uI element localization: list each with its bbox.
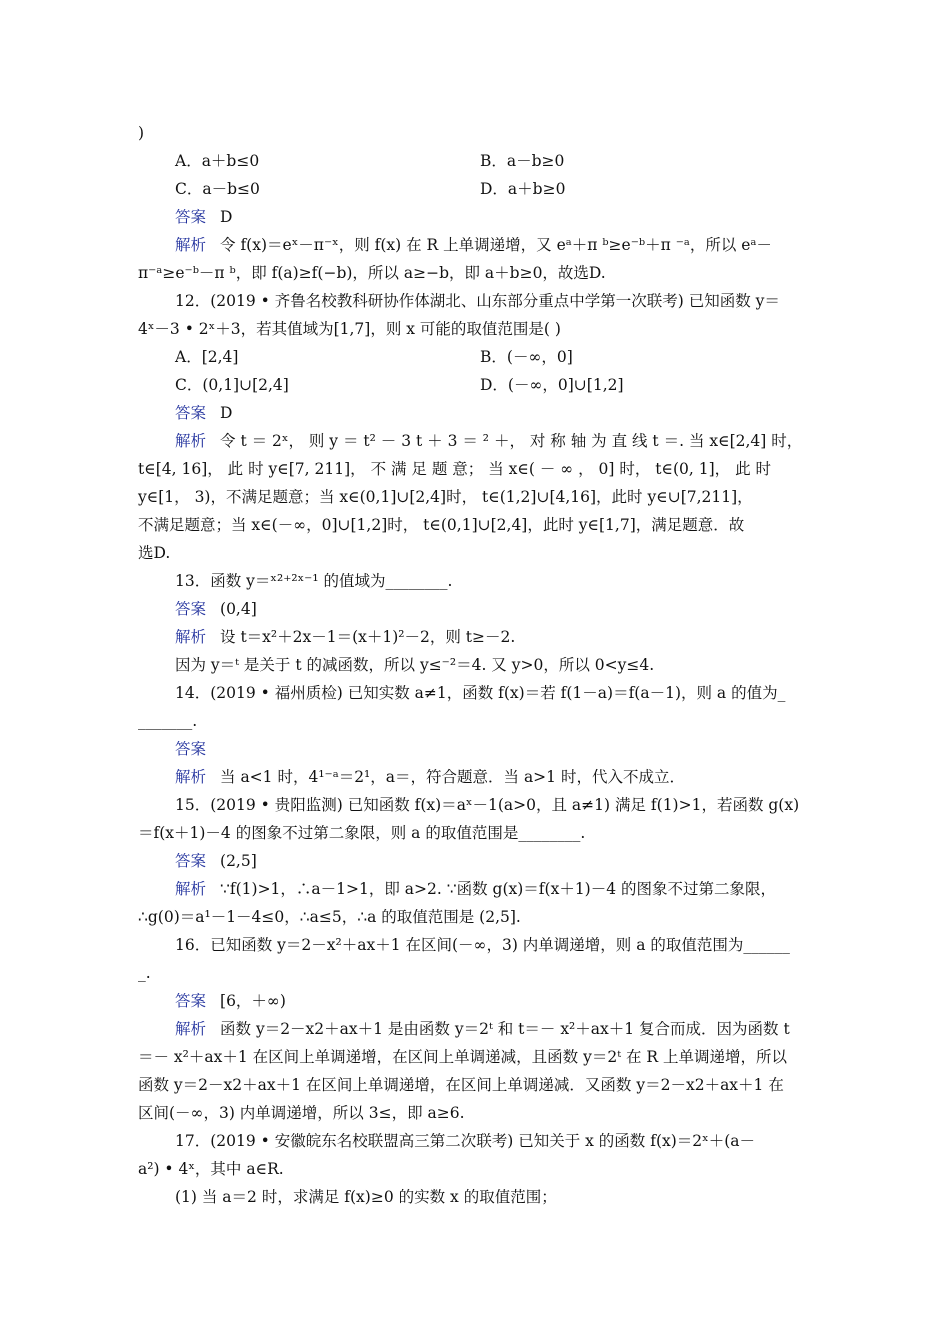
analysis-line	[175, 235, 772, 255]
question-16: 16．已知函数 y＝2－x²＋ax＋1 在区间(－∞，3) 内单调递增，则 a 的取值范围为______	[175, 936, 790, 954]
answer-line	[175, 739, 220, 759]
analysis-label: 解析	[175, 1020, 207, 1038]
answer-label: 答案	[175, 740, 207, 758]
text-line: 不满足题意；当 x∈(－∞，0]∪[1,2]时， t∈(0,1]∪[2,4]，此时 y∈[1,7]，满足题意．故	[138, 516, 745, 534]
analysis-line	[175, 879, 776, 899]
text-line: (1) 当 a＝2 时，求满足 f(x)≥0 的实数 x 的取值范围；	[175, 1188, 557, 1206]
option-b: B．(－∞，0]	[480, 348, 573, 366]
answer-value: D	[220, 404, 233, 422]
answer-label: 答案	[175, 600, 207, 618]
analysis-label: 解析	[175, 880, 207, 898]
answer-label: 答案	[175, 992, 207, 1010]
analysis-text: ∵f(1)>1，∴a－1>1，即 a>2. ∵函数 g(x)＝f(x＋1)－4 的图象不过第二象限，	[220, 880, 777, 898]
text-line: y∈[1， 3)，不满足题意；当 x∈(0,1]∪[2,4]时， t∈(1,2]∪[4,16]，此时 y∈∪[7,211]，	[138, 488, 753, 506]
answer-label: 答案	[175, 404, 207, 422]
text-line: _______.	[138, 712, 198, 730]
answer-value: D	[220, 208, 233, 226]
option-b: B．a－b≥0	[480, 152, 565, 170]
analysis-text: 函数 y＝2－x2＋ax＋1 是由函数 y＝2ᵗ 和 t＝－ x²＋ax＋1 复合而成．因为函数 t	[220, 1020, 790, 1038]
text-line: ＝－ x²＋ax＋1 在区间上单调递增，在区间上单调递减，且函数 y＝2ᵗ 在 R 上单调递增，所以	[138, 1048, 787, 1066]
option-a: A．[2,4]	[175, 348, 239, 366]
analysis-label: 解析	[175, 768, 207, 786]
analysis-text: 当 a<1 时，4¹⁻ᵃ＝2¹，a＝，符合题意．当 a>1 时，代入不成立．	[220, 768, 685, 786]
option-d: D．a＋b≥0	[480, 180, 566, 198]
question-15: 15．(2019 • 贵阳监测) 已知函数 f(x)＝aˣ－1(a>0，且 a≠1) 满足 f(1)>1，若函数 g(x)	[175, 796, 800, 814]
answer-value: [6，＋∞)	[220, 992, 286, 1010]
text-line: ＝f(x＋1)－4 的图象不过第二象限，则 a 的取值范围是________.	[138, 824, 586, 842]
text-line: )	[138, 124, 145, 142]
text-line: _.	[138, 964, 151, 982]
answer-line	[175, 851, 257, 871]
answer-line	[175, 599, 257, 619]
analysis-label: 解析	[175, 628, 207, 646]
question-12: 12．(2019 • 齐鲁名校教科研协作体湖北、山东部分重点中学第一次联考) 已知函数 y＝	[175, 292, 780, 310]
analysis-line	[175, 1019, 790, 1039]
text-line: 选D.	[138, 544, 171, 562]
analysis-line	[175, 767, 685, 787]
option-a: A．a＋b≤0	[175, 152, 260, 170]
question-13: 13．函数 y＝ˣ²⁺²ˣ⁻¹ 的值域为________.	[175, 572, 453, 590]
text-line: 区间(－∞，3) 内单调递增，所以 3≤，即 a≥6.	[138, 1104, 465, 1122]
analysis-text: 令 t ＝ 2ˣ， 则 y ＝ t² － 3 t ＋ 3 ＝ ² ＋， 对 称 轴 为 直 线 t ＝. 当 x∈[2,4] 时，	[220, 432, 803, 450]
analysis-line	[175, 627, 515, 647]
question-14: 14．(2019 • 福州质检) 已知实数 a≠1，函数 f(x)＝若 f(1－a)＝f(a－1)，则 a 的值为_	[175, 684, 786, 702]
option-d: D．(－∞，0]∪[1,2]	[480, 376, 624, 394]
text-line: 因为 y＝ᵗ 是关于 t 的减函数，所以 y≤⁻²＝4. 又 y>0，所以 0<y≤4.	[175, 656, 655, 674]
analysis-text: 令 f(x)＝eˣ－π⁻ˣ，则 f(x) 在 R 上单调递增，又 eᵃ＋π ᵇ≥e⁻ᵇ＋π ⁻ᵃ，所以 eᵃ－	[220, 236, 772, 254]
analysis-label: 解析	[175, 432, 207, 450]
answer-label: 答案	[175, 208, 207, 226]
analysis-label: 解析	[175, 236, 207, 254]
question-17: 17．(2019 • 安徽皖东名校联盟高三第二次联考) 已知关于 x 的函数 f(x)＝2ˣ＋(a－	[175, 1132, 756, 1150]
analysis-text: 设 t＝x²＋2x－1＝(x＋1)²－2，则 t≥－2.	[220, 628, 516, 646]
analysis-line	[175, 431, 802, 451]
answer-value: (2,5]	[220, 852, 257, 870]
answer-label: 答案	[175, 852, 207, 870]
option-c: C．a－b≤0	[175, 180, 260, 198]
text-line: π⁻ᵃ≥e⁻ᵇ－π ᵇ，即 f(a)≥f(−b)，所以 a≥−b，即 a＋b≥0，故选D.	[138, 264, 606, 282]
answer-line	[175, 207, 232, 227]
text-line: a²) • 4ˣ，其中 a∈R.	[138, 1160, 284, 1178]
text-line: 函数 y＝2－x2＋ax＋1 在区间上单调递增，在区间上单调递减．又函数 y＝2－x2＋ax＋1 在	[138, 1076, 784, 1094]
answer-line	[175, 991, 286, 1011]
answer-value: (0,4]	[220, 600, 257, 618]
option-c: C．(0,1]∪[2,4]	[175, 376, 289, 394]
answer-line	[175, 403, 232, 423]
text-line: 4ˣ－3 • 2ˣ＋3，若其值域为[1,7]，则 x 可能的取值范围是( )	[138, 320, 561, 338]
text-line: ∴g(0)＝a¹－1－4≤0，∴a≤5，∴a 的取值范围是 (2,5].	[138, 908, 521, 926]
text-line: t∈[4, 16]， 此 时 y∈[7, 211]， 不 满 足 题 意； 当 x∈( － ∞ ， 0] 时， t∈(0, 1]， 此 时	[138, 460, 772, 478]
